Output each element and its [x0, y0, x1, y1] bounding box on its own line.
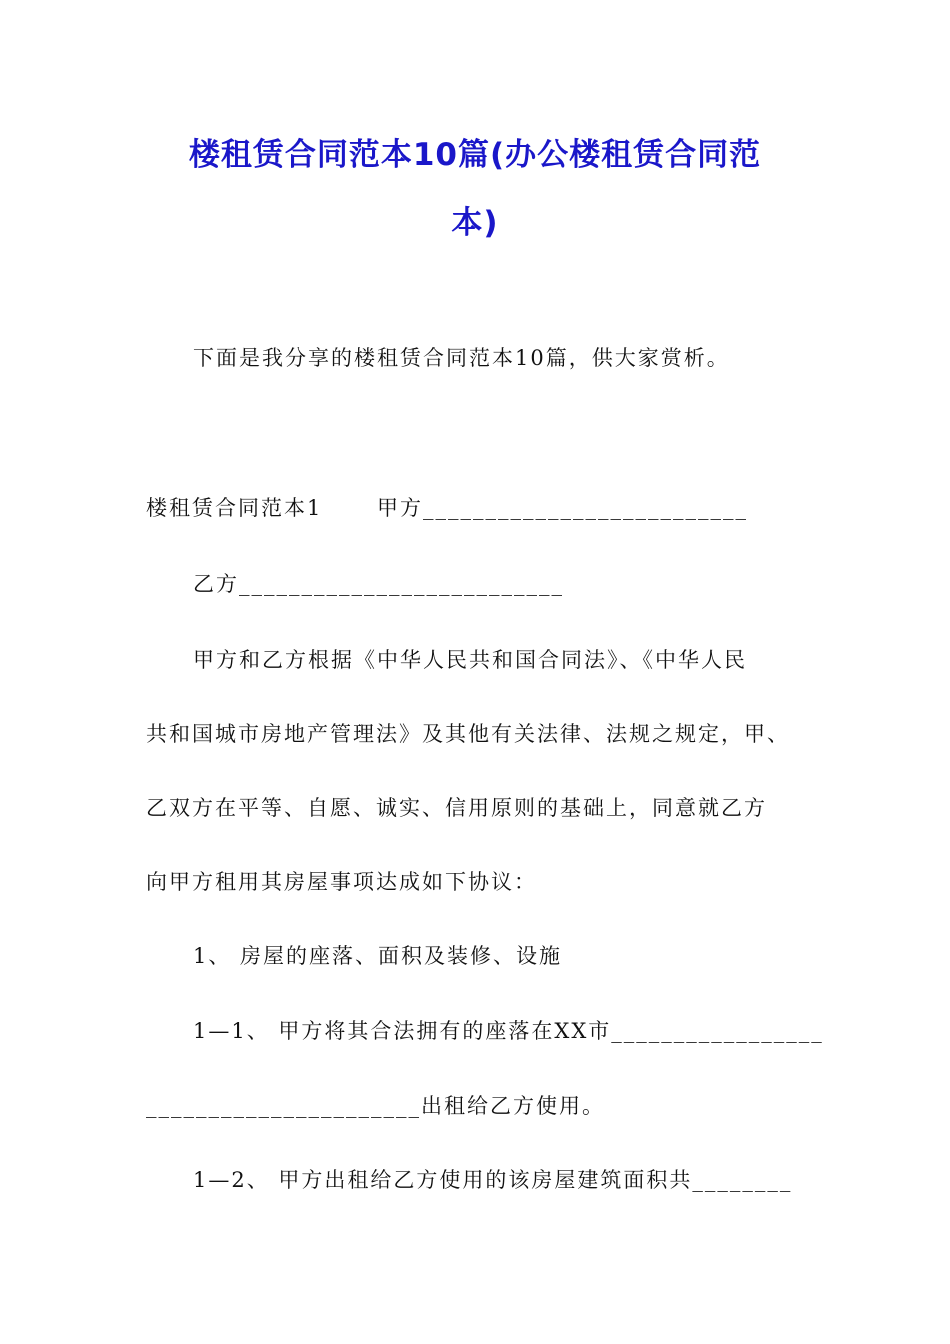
document-title-line-2: 本) [451, 205, 499, 241]
body-paragraph-line-4: 向甲方租用其房屋事项达成如下协议： [146, 870, 537, 894]
intro-paragraph: 下面是我分享的楼租赁合同范本10篇，供大家赏析。 [193, 346, 730, 370]
clause-1-1-line-1: 1—1、 甲方将其合法拥有的座落在XX市_________________ [193, 1019, 824, 1043]
contract-heading-party-a: 楼租赁合同范本1 甲方__________________________ [146, 496, 749, 520]
document-title-line-1: 楼租赁合同范本10篇(办公楼租赁合同范 [188, 137, 762, 173]
body-paragraph-line-1: 甲方和乙方根据《中华人民共和国合同法》、《中华人民 [193, 648, 747, 672]
clause-1-2-line-1: 1—2、 甲方出租给乙方使用的该房屋建筑面积共________ [193, 1168, 793, 1192]
body-paragraph-line-3: 乙双方在平等、自愿、诚实、信用原则的基础上，同意就乙方 [146, 796, 767, 820]
party-b-line: 乙方__________________________ [193, 572, 564, 596]
section-1-heading: 1、 房屋的座落、面积及装修、设施 [193, 944, 563, 968]
body-paragraph-line-2: 共和国城市房地产管理法》及其他有关法律、法规之规定，甲、 [146, 722, 790, 746]
clause-1-1-line-2: ______________________出租给乙方使用。 [146, 1094, 605, 1118]
